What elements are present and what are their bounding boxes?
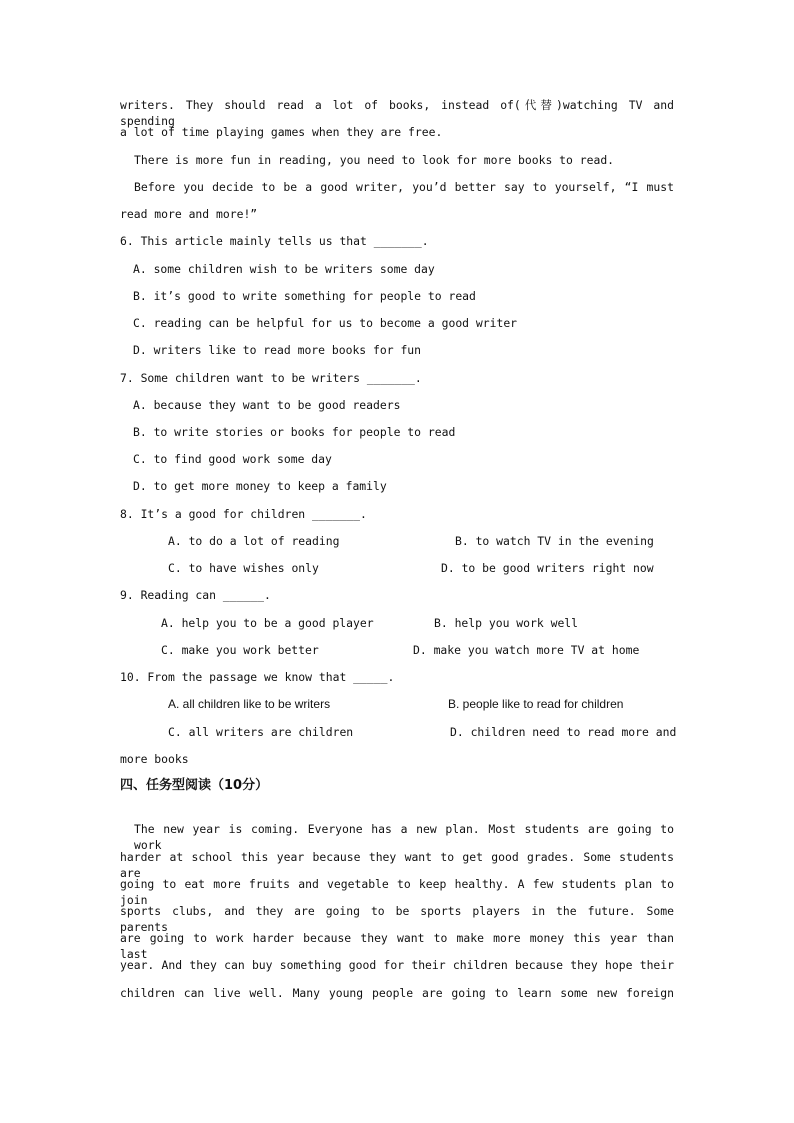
question-10-option-d: D. children need to read more and [450, 725, 677, 739]
question-7-stem: 7. Some children want to be writers _______. [120, 371, 422, 385]
question-10-option-d-continuation: more books [120, 752, 189, 766]
question-10-option-c: C. all writers are children [168, 725, 354, 739]
passage1-line1: writers. They should read a lot of books, instead of(代替)watching TV and spending [120, 98, 674, 128]
passage2-line: year. And they can buy something good for their children because they hope their [120, 958, 674, 972]
question-6-option-b: B. it’s good to write something for people to read [133, 289, 476, 303]
question-7-option-a: A. because they want to be good readers [133, 398, 401, 412]
question-8-stem: 8. It’s a good for children _______. [120, 507, 367, 521]
question-8-option-d: D. to be good writers right now [441, 561, 654, 575]
passage2-line: harder at school this year because they want to get good grades. Some students are [120, 850, 674, 880]
question-9-stem: 9. Reading can ______. [120, 588, 271, 602]
question-8-option-c: C. to have wishes only [168, 561, 319, 575]
question-7-option-b: B. to write stories or books for people to read [133, 425, 456, 439]
passage2-line: sports clubs, and they are going to be sports players in the future. Some parents [120, 904, 674, 934]
question-10-stem: 10. From the passage we know that _____. [120, 670, 395, 684]
passage1-line3: There is more fun in reading, you need to look for more books to read. [134, 153, 615, 167]
question-9-option-a: A. help you to be a good player [161, 616, 374, 630]
question-10-option-b: B. people like to read for children [448, 697, 624, 711]
passage2-line: The new year is coming. Everyone has a new plan. Most students are going to work [134, 822, 674, 852]
passage2-line: going to eat more fruits and vegetable to keep healthy. A few students plan to join [120, 877, 674, 907]
passage2-line: are going to work harder because they want to make more money this year than last [120, 931, 674, 961]
question-8-option-b: B. to watch TV in the evening [455, 534, 654, 548]
passage1-line2: a lot of time playing games when they are free. [120, 125, 443, 139]
question-7-option-d: D. to get more money to keep a family [133, 479, 387, 493]
question-6-option-c: C. reading can be helpful for us to become a good writer [133, 316, 518, 330]
question-6-option-d: D. writers like to read more books for fun [133, 343, 422, 357]
question-6-stem: 6. This article mainly tells us that _______. [120, 234, 429, 248]
question-9-option-c: C. make you work better [161, 643, 319, 657]
question-9-option-d: D. make you watch more TV at home [413, 643, 640, 657]
passage1-line5: read more and more!” [120, 207, 258, 221]
question-8-option-a: A. to do a lot of reading [168, 534, 340, 548]
passage1-line4: Before you decide to be a good writer, you’d better say to yourself, “I must [134, 180, 674, 194]
section-heading: 四、任务型阅读（10分） [120, 778, 269, 793]
question-6-option-a: A. some children wish to be writers some day [133, 262, 435, 276]
question-7-option-c: C. to find good work some day [133, 452, 332, 466]
question-10-option-a: A. all children like to be writers [168, 697, 331, 711]
question-9-option-b: B. help you work well [434, 616, 579, 630]
passage2-line: children can live well. Many young people are going to learn some new foreign [120, 986, 674, 1000]
